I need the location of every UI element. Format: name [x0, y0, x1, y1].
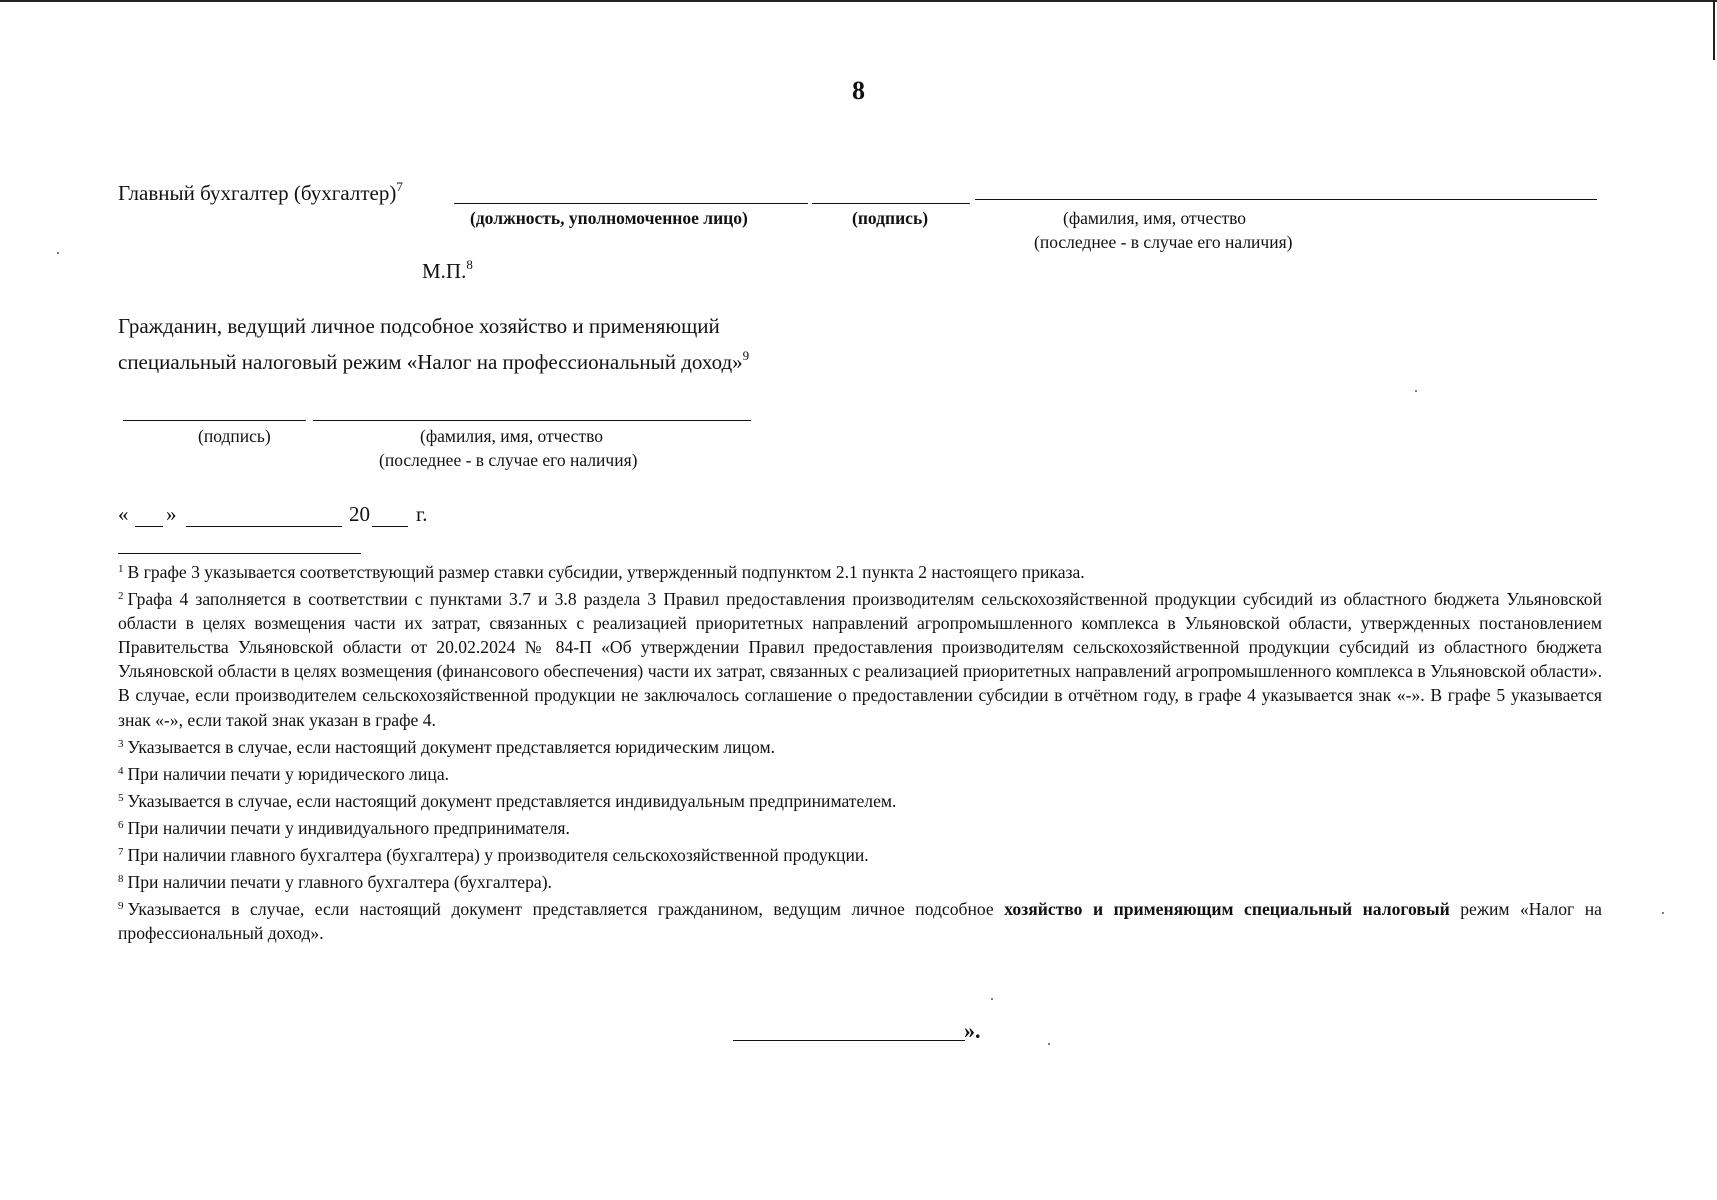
chief-accountant-title: Главный бухгалтер (бухгалтер): [118, 181, 397, 205]
footnote-7: [118, 840, 1602, 867]
citizen-name-caption-line1: (фамилия, имя, отчество: [420, 426, 603, 446]
signature-caption: (подпись): [852, 208, 929, 228]
stamp-label: М.П.: [422, 259, 467, 283]
footnote-text: Указывается в случае, если настоящий документ представляется гражданином, ведущим личное подсобное: [127, 899, 1005, 920]
closing-mark: ».: [964, 1018, 981, 1043]
closing-line: [733, 1040, 965, 1041]
signature-line: [812, 203, 970, 204]
footnote-text: При наличии печати у главного бухгалтера (бухгалтера).: [127, 872, 552, 893]
footnote-text-bold: хозяйство и применяющим специальный налоговый: [1004, 899, 1450, 920]
footnote-text: Указывается в случае, если настоящий документ представляется юридическим лицом.: [127, 736, 775, 757]
citizen-name-caption-line2: (последнее - в случае его наличия): [379, 450, 638, 470]
footnote-number: 4: [118, 764, 124, 777]
footnote-number: 6: [118, 818, 124, 831]
name-caption-line2: (последнее - в случае его наличия): [1034, 232, 1293, 252]
footnote-text: При наличии главного бухгалтера (бухгалтера) у производителя сельскохозяйственной продукции.: [127, 845, 869, 866]
date-day-line: [135, 526, 163, 527]
footnote-9: [118, 894, 1602, 945]
date-year-line: [372, 526, 408, 527]
scan-speck: [1662, 912, 1664, 914]
page-number: 8: [852, 76, 865, 105]
footnote-2: [118, 584, 1602, 732]
scan-edge-top: [0, 0, 1717, 2]
scan-speck: [57, 252, 59, 254]
position-line: [454, 203, 808, 204]
name-caption-line1: (фамилия, имя, отчество: [1063, 208, 1246, 228]
footnote-3: [118, 732, 1602, 759]
footnotes: [118, 557, 1602, 945]
footnote-text: В графе 3 указывается соответствующий размер ставки субсидии, утвержденный подпунктом 2.1 пункта 2 настоящего приказа.: [127, 562, 1085, 582]
date-open-quote: «: [118, 502, 129, 526]
citizen-line-2: [118, 341, 749, 377]
footnote-number: 8: [118, 873, 124, 886]
footnote-8: [118, 867, 1602, 894]
footnote-separator: [118, 553, 361, 554]
scan-speck: [1048, 1043, 1050, 1045]
footnote-number: 1: [118, 563, 124, 575]
stamp-place: [422, 257, 473, 284]
name-line: [975, 199, 1597, 200]
footnote-4: [118, 759, 1602, 786]
footnote-number: 9: [118, 900, 124, 913]
footnote-text: Указывается в случае, если настоящий документ представляется индивидуальным предпринимателем.: [127, 790, 897, 811]
footnote-text: При наличии печати у индивидуального предпринимателя.: [127, 817, 570, 838]
footnote-ref: 8: [466, 257, 473, 272]
scan-edge-right: [1713, 0, 1715, 60]
footnote-number: 5: [118, 791, 124, 804]
chief-accountant-label: [118, 179, 403, 206]
citizen-name-line: [313, 420, 751, 421]
citizen-signature-caption: (подпись): [198, 426, 271, 446]
footnote-text: Графа 4 заполняется в соответствии с пунктами 3.7 и 3.8 раздела 3 Правил предоставления производителям сельскохозяйственной продукции субсидий из областного бюджета Ульяновской области в целях возмещения части их затрат, связанных с реализацией приоритетных направлений агропромышленного комплекса в Ульяновской области, утвержденных постановлением Правительства Ульяновской области от 20.02.2024 № 84-П «Об утверждении Правил предоставления производителям сельскохозяйственной продукции субсидий из областного бюджета Ульяновской области в целях возмещения (финансового обеспечения) части их затрат, связанных с реализацией приоритетных направлений агропромышленного комплекса в Ульяновской области». В случае, если производителем сельскохозяйственной продукции не заключалось соглашение о предоставлении субсидии в отчётном году, в графе 4 указывается знак «-». В графе 5 указывается знак «-», если такой знак указан в графе 4.: [118, 589, 1602, 730]
position-caption: (должность, уполномоченное лицо): [470, 208, 748, 228]
date-year-suffix: г.: [416, 502, 428, 526]
footnote-number: 3: [118, 737, 124, 750]
citizen-signature-line: [123, 420, 306, 421]
footnote-ref: 7: [396, 179, 403, 194]
scan-speck: [1415, 390, 1417, 392]
footnote-6: [118, 813, 1602, 840]
citizen-line-2-text: специальный налоговый режим «Налог на профессиональный доход»: [118, 350, 743, 374]
scan-speck: [991, 998, 993, 1000]
footnote-text-tail: режим «Налог на профессиональный доход».: [118, 899, 1602, 944]
footnote-number: 7: [118, 846, 124, 859]
footnote-5: [118, 786, 1602, 813]
date-close-quote: »: [166, 502, 177, 526]
footnote-number: 2: [118, 590, 124, 603]
footnote-1: [118, 557, 1602, 584]
footnote-text: При наличии печати у юридического лица.: [127, 763, 450, 784]
citizen-line-1: Гражданин, ведущий личное подсобное хозяйство и применяющий: [118, 314, 720, 338]
footnote-ref: 9: [742, 348, 750, 363]
date-month-line: [186, 526, 342, 527]
date-year-prefix: 20: [349, 502, 370, 526]
